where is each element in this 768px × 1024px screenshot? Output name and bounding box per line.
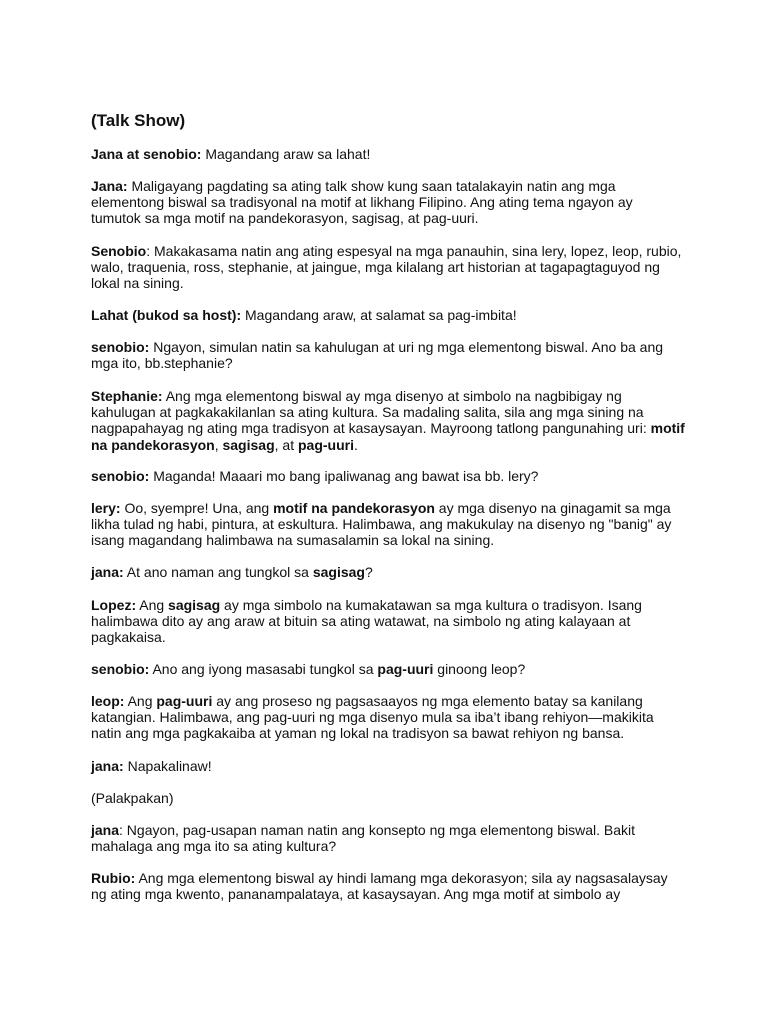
text-run: mga ito, bb.stephanie? [91, 355, 233, 372]
text-run: kahulugan at pagkakakilanlan sa ating kultura. Sa madaling salita, sila ang mga sining na [91, 404, 644, 421]
text-run: Napakalinaw! [123, 758, 212, 774]
text-run: Ngayon, simulan natin sa kahulugan at uri ng mga elementong biswal. Ano ba ang [149, 339, 664, 355]
text-run: : Ngayon, pag-usapan naman natin ang konsepto ng mga elementong biswal. Bakit [119, 822, 636, 838]
dialogue-paragraph [91, 500, 691, 549]
text-line [91, 758, 691, 774]
text-run: ay mga disenyo na ginagamit sa mga [434, 500, 671, 516]
text-line [91, 838, 691, 854]
text-line [91, 886, 691, 902]
bold-text: Lahat (bukod sa host): [91, 307, 242, 323]
bold-text: pag-uuri [377, 661, 434, 677]
bold-text: na pandekorasyon [91, 436, 215, 453]
text-run: Oo, syempre! Una, ang [120, 500, 274, 516]
text-line [91, 532, 691, 548]
text-line [91, 146, 691, 162]
text-line [91, 355, 691, 371]
dialogue-paragraph [91, 693, 691, 742]
text-run: Ang mga elementong biswal ay hindi lamang mga dekorasyon; sila ay nagsasalaysay [135, 870, 668, 886]
text-line [91, 516, 691, 532]
text-run: katangian. Halimbawa, ang pag-uuri ng mga disenyo mula sa iba’t ibang rehiyon—makikita [91, 709, 654, 726]
bold-text: pag-uuri [156, 693, 213, 709]
text-run: Maganda! Maaari mo bang ipaliwanag ang bawat isa bb. lery? [149, 468, 539, 484]
text-line [91, 420, 691, 436]
bold-text: jana: [91, 758, 124, 774]
dialogue-paragraph [91, 146, 691, 162]
text-run: Ang [124, 693, 157, 709]
text-run: lokal na sining. [91, 275, 184, 292]
bold-text: motif [650, 420, 685, 437]
text-line [91, 500, 691, 516]
text-run: . [353, 436, 358, 453]
dialogue-paragraph [91, 870, 691, 902]
text-run: At ano naman ang tungkol sa [123, 564, 313, 580]
text-line [91, 468, 691, 484]
text-run: , [214, 436, 223, 453]
text-run: tumutok sa mga motif na pandekorasyon, sagisag, at pag-uuri. [91, 210, 479, 227]
bold-text: senobio: [91, 661, 150, 677]
bold-text: pag-uuri [297, 436, 354, 453]
dialogue-paragraph [91, 758, 691, 774]
text-run: pagkakaisa. [91, 629, 166, 646]
bold-text: Lopez: [91, 597, 137, 613]
text-run: ng ating mga kwento, pananampalataya, at kasaysayan. Ang mga motif at simbolo ay [91, 886, 621, 903]
text-line [91, 709, 691, 725]
text-run: ginoong leop? [433, 661, 526, 677]
dialogue-paragraph [91, 243, 691, 292]
bold-text: sagisag [222, 436, 275, 453]
dialogue-paragraph [91, 178, 691, 227]
text-line [91, 210, 691, 226]
text-line [91, 613, 691, 629]
bold-text: Rubio: [91, 870, 136, 886]
text-line [91, 404, 691, 420]
text-line [91, 275, 691, 291]
text-run: isang magandang halimbawa na sumasalamin sa lokal na sining. [91, 532, 495, 549]
text-run: ay ang proseso ng pagsasaayos ng mga elemento batay sa kanilang [212, 693, 643, 709]
text-line [91, 564, 691, 580]
dialogue-paragraph [91, 790, 691, 806]
text-run: Magandang araw sa lahat! [201, 146, 371, 162]
text-line [91, 194, 691, 210]
text-line [91, 725, 691, 741]
text-line [91, 629, 691, 645]
text-run: halimbawa dito ay ang araw at bituin sa ating watawat, na simbolo ng ating kalayaan at [91, 613, 631, 630]
text-line [91, 597, 691, 613]
text-run: (Palakpakan) [91, 790, 174, 806]
dialogue-paragraph [91, 468, 691, 484]
dialogue-paragraph [91, 661, 691, 677]
bold-text: sagisag [168, 597, 221, 613]
document-title: (Talk Show) [91, 111, 186, 130]
text-line [91, 259, 691, 275]
text-run: likha tulad ng habi, pintura, at eskultura. Halimbawa, ang makukulay na disenyo ng "banig" ay [91, 516, 672, 533]
bold-text: Jana at senobio: [91, 146, 202, 162]
text-line [91, 822, 691, 838]
text-run: , at [274, 436, 298, 453]
dialogue-paragraph [91, 597, 691, 646]
dialogue-paragraph [91, 307, 691, 323]
text-line [91, 243, 691, 259]
text-run: nagpapahayag ng ating mga tradisyon at kasaysayan. Mayroong tatlong pangunahing uri: [91, 420, 651, 437]
bold-text: jana: [91, 564, 124, 580]
text-line [91, 178, 691, 194]
text-run: mahalaga ang mga ito sa ating kultura? [91, 838, 337, 855]
bold-text: Stephanie: [91, 388, 163, 404]
text-run: ? [364, 564, 373, 580]
bold-text: Senobio [91, 243, 147, 259]
bold-text: jana [91, 822, 120, 838]
text-line [91, 693, 691, 709]
text-line [91, 661, 691, 677]
text-run: natin ang mga pagkakaiba at yaman ng lokal na tradisyon sa bawat rehiyon ng bansa. [91, 725, 625, 742]
text-run: Maligayang pagdating sa ating talk show kung saan tatalakayin natin ang mga [127, 178, 616, 194]
dialogue-paragraph [91, 564, 691, 580]
bold-text: sagisag [312, 564, 365, 580]
text-run: : Makakasama natin ang ating espesyal na mga panauhin, sina lery, lopez, leop, rubio, [146, 243, 682, 259]
text-run: ay mga simbolo na kumakatawan sa mga kultura o tradisyon. Isang [220, 597, 642, 613]
text-run: elementong biswal sa tradisyonal na motif at likhang Filipino. Ang ating tema ngayon ay [91, 194, 633, 211]
text-run: walo, traquenia, ross, stephanie, at jaingue, mga kilalang art historian at tagapagtaguyod ng [91, 259, 660, 276]
bold-text: lery: [91, 500, 121, 516]
text-line [91, 790, 691, 806]
text-run: Ang mga elementong biswal ay mga disenyo at simbolo na nagbibigay ng [162, 388, 622, 404]
text-run: Ang [136, 597, 169, 613]
text-line [91, 870, 691, 886]
dialogue-paragraph [91, 822, 691, 854]
text-line [91, 307, 691, 323]
text-line [91, 388, 691, 404]
bold-text: Jana: [91, 178, 128, 194]
text-line [91, 339, 691, 355]
dialogue-paragraph [91, 388, 691, 453]
bold-text: senobio: [91, 468, 150, 484]
text-run: Ano ang iyong masasabi tungkol sa [149, 661, 378, 677]
bold-text: leop: [91, 693, 125, 709]
text-line [91, 437, 691, 453]
text-run: Magandang araw, at salamat sa pag-imbita! [241, 307, 517, 323]
dialogue-paragraph [91, 339, 691, 371]
bold-text: senobio: [91, 339, 150, 355]
bold-text: motif na pandekorasyon [273, 500, 435, 516]
